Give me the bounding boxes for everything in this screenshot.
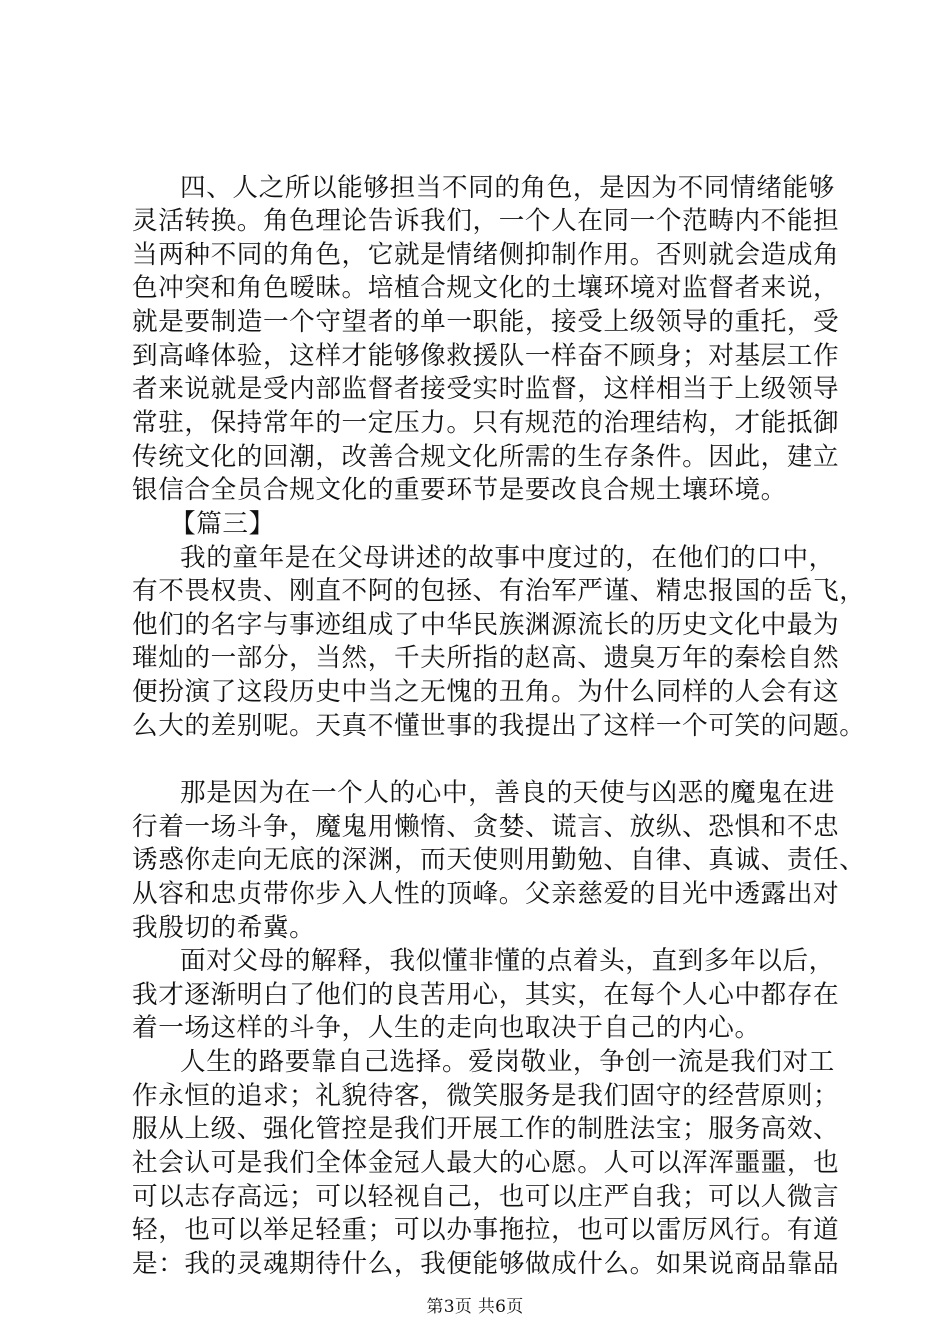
text-line: 服从上级、强化管控是我们开展工作的制胜法宝；服务高效、 — [132, 1114, 840, 1144]
text-line: 灵活转换。角色理论告诉我们，一个人在同一个范畴内不能担 — [132, 206, 840, 236]
section-heading: 【篇三】 — [170, 509, 275, 539]
text-line: 我才逐渐明白了他们的良苦用心，其实，在每个人心中都存在 — [132, 980, 840, 1010]
text-line: 社会认可是我们全体金冠人最大的心愿。人可以浑浑噩噩，也 — [132, 1148, 840, 1178]
text-line: 轻，也可以举足轻重；可以办事拖拉，也可以雷厉风行。有道 — [132, 1215, 840, 1245]
text-line: 色冲突和角色暧昧。培植合规文化的土壤环境对监督者来说， — [132, 273, 840, 303]
text-line: 我的童年是在父母讲述的故事中度过的，在他们的口中， — [180, 543, 835, 573]
text-line: 便扮演了这段历史中当之无愧的丑角。为什么同样的人会有这 — [132, 677, 840, 707]
text-line: 从容和忠贞带你步入人性的顶峰。父亲慈爱的目光中透露出对 — [132, 879, 840, 909]
text-line: 诱惑你走向无底的深渊，而天使则用勤勉、自律、真诚、责任、 — [132, 845, 866, 875]
text-line: 面对父母的解释，我似懂非懂的点着头，直到多年以后， — [180, 946, 835, 976]
text-line: 传统文化的回潮，改善合规文化所需的生存条件。因此，建立 — [132, 442, 840, 472]
text-line: 么大的差别呢。天真不懂世事的我提出了这样一个可笑的问题。 — [132, 711, 866, 741]
text-line: 常驻，保持常年的一定压力。只有规范的治理结构，才能抵御 — [132, 408, 840, 438]
text-line: 行着一场斗争，魔鬼用懒惰、贪婪、谎言、放纵、恐惧和不忠 — [132, 812, 840, 842]
text-line: 可以志存高远；可以轻视自己，也可以庄严自我；可以人微言 — [132, 1182, 840, 1212]
page-number: 第3页 共6页 — [426, 1297, 524, 1317]
text-line: 银信合全员合规文化的重要环节是要改良合规土壤环境。 — [132, 475, 787, 505]
text-line: 人生的路要靠自己选择。爱岗敬业，争创一流是我们对工 — [180, 1047, 835, 1077]
text-line: 有不畏权贵、刚直不阿的包拯、有治军严谨、精忠报国的岳飞， — [132, 576, 866, 606]
text-line: 当两种不同的角色，它就是情绪侧抑制作用。否则就会造成角 — [132, 240, 840, 270]
text-line: 他们的名字与事迹组成了中华民族渊源流长的历史文化中最为 — [132, 610, 840, 640]
text-line: 着一场这样的斗争，人生的走向也取决于自己的内心。 — [132, 1013, 761, 1043]
text-line: 到高峰体验，这样才能够像救援队一样奋不顾身；对基层工作 — [132, 341, 840, 371]
text-line: 作永恒的追求；礼貌待客，微笑服务是我们固守的经营原则； — [132, 1081, 840, 1111]
text-line: 就是要制造一个守望者的单一职能，接受上级领导的重托，受 — [132, 307, 840, 337]
text-line: 四、人之所以能够担当不同的角色，是因为不同情绪能够 — [180, 173, 835, 203]
text-line: 是：我的灵魂期待什么，我便能够做成什么。如果说商品靠品 — [132, 1249, 840, 1279]
text-line: 璀灿的一部分，当然，千夫所指的赵高、遗臭万年的秦桧自然 — [132, 643, 840, 673]
text-line: 者来说就是受内部监督者接受实时监督，这样相当于上级领导 — [132, 374, 840, 404]
text-line: 我殷切的希冀。 — [132, 913, 316, 943]
text-line: 那是因为在一个人的心中，善良的天使与凶恶的魔鬼在进 — [180, 778, 835, 808]
